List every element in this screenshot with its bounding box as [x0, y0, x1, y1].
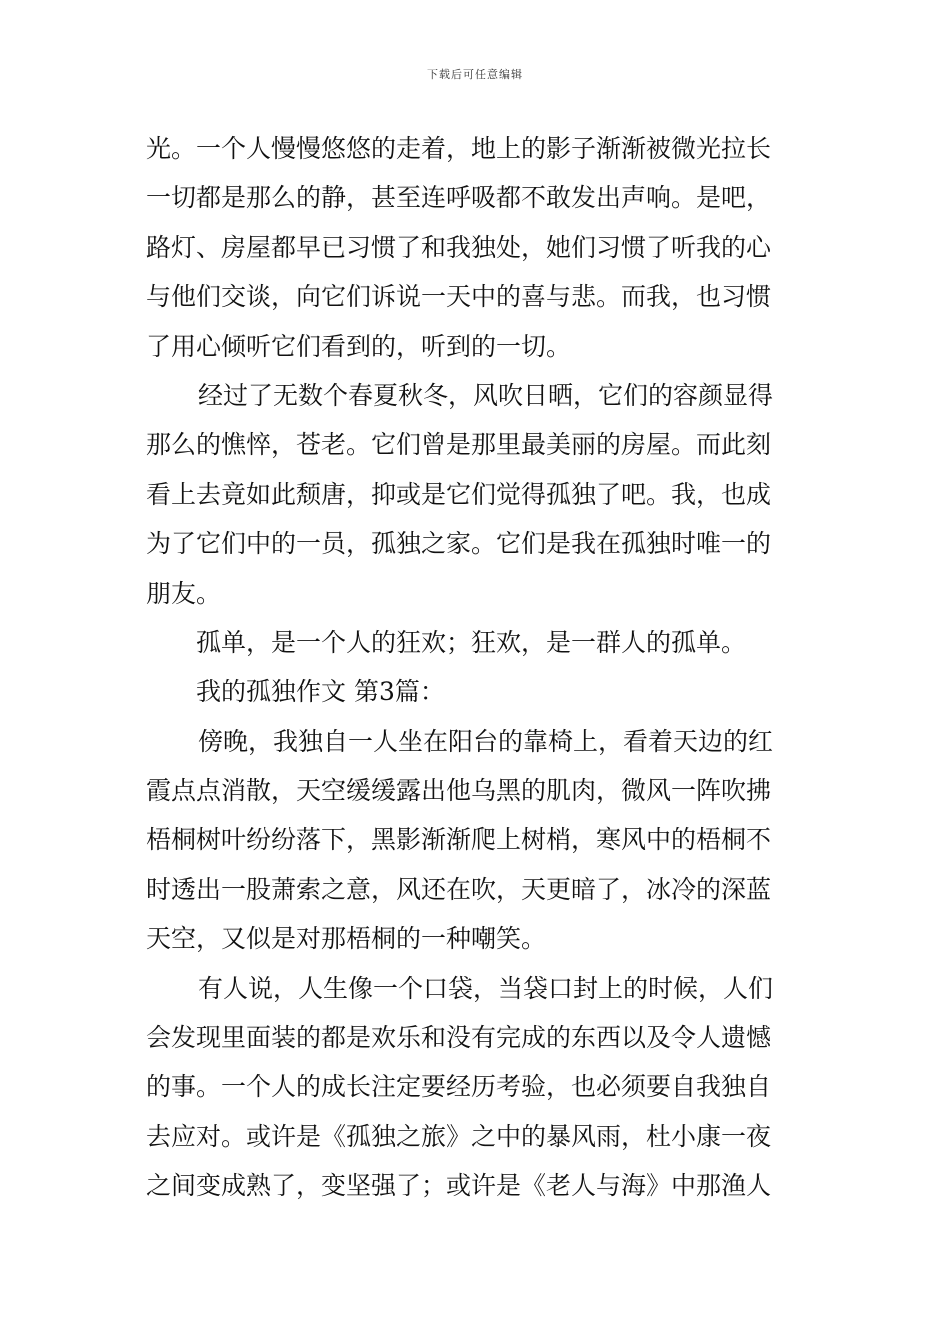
text-line: 的事。一个人的成长注定要经历考验，也必须要自我独自: [146, 1072, 772, 1102]
text-line: 朋友。: [146, 578, 222, 608]
text-line: 路灯、房屋都早已习惯了和我独处，她们习惯了听我的心: [146, 232, 772, 262]
text-line: 去应对。或许是《孤独之旅》之中的暴风雨，杜小康一夜: [146, 1121, 772, 1151]
text-line: 光。一个人慢慢悠悠的走着，地上的影子渐渐被微光拉长: [146, 134, 772, 163]
section-heading: 我的孤独作文 第3篇：: [196, 677, 445, 707]
text-line: 会发现里面装的都是欢乐和没有完成的东西以及令人遗憾: [146, 1023, 772, 1053]
paragraph-start-line: 经过了无数个春夏秋冬，风吹日晒，它们的容颜显得: [198, 380, 774, 410]
text-line: 了用心倾听它们看到的，听到的一切。: [146, 331, 572, 361]
text-line: 与他们交谈，向它们诉说一天中的喜与悲。而我，也习惯: [146, 282, 772, 312]
text-line: 为了它们中的一员，孤独之家。它们是我在孤独时唯一的: [146, 529, 772, 559]
text-line: 天空，又似是对那梧桐的一种嘲笑。: [146, 924, 547, 954]
text-line: 梧桐树叶纷纷落下，黑影渐渐爬上树梢，寒风中的梧桐不: [146, 825, 772, 855]
paragraph-start-line: 有人说，人生像一个口袋，当袋口封上的时候，人们: [198, 973, 774, 1003]
text-line: 那么的憔悴，苍老。它们曾是那里最美丽的房屋。而此刻: [146, 430, 772, 460]
document-body: [146, 124, 810, 1211]
page-header: 下载后可任意编辑: [427, 68, 523, 81]
text-line: 之间变成熟了，变坚强了；或许是《老人与海》中那渔人: [146, 1171, 772, 1201]
text-line: 霞点点消散，天空缓缓露出他乌黑的肌肉，微风一阵吹拂: [146, 776, 772, 806]
paragraph-start-line: 傍晚，我独自一人坐在阳台的靠椅上，看着天边的红: [198, 726, 774, 756]
text-line: 时透出一股萧索之意，风还在吹，天更暗了，冰冷的深蓝: [146, 874, 772, 904]
quote-line: 孤单，是一个人的狂欢；狂欢，是一群人的孤单。: [196, 627, 747, 657]
text-line: 看上去竟如此颓唐，抑或是它们觉得孤独了吧。我，也成: [146, 479, 772, 509]
text-line: 一切都是那么的静，甚至连呼吸都不敢发出声响。是吧，: [146, 183, 772, 213]
